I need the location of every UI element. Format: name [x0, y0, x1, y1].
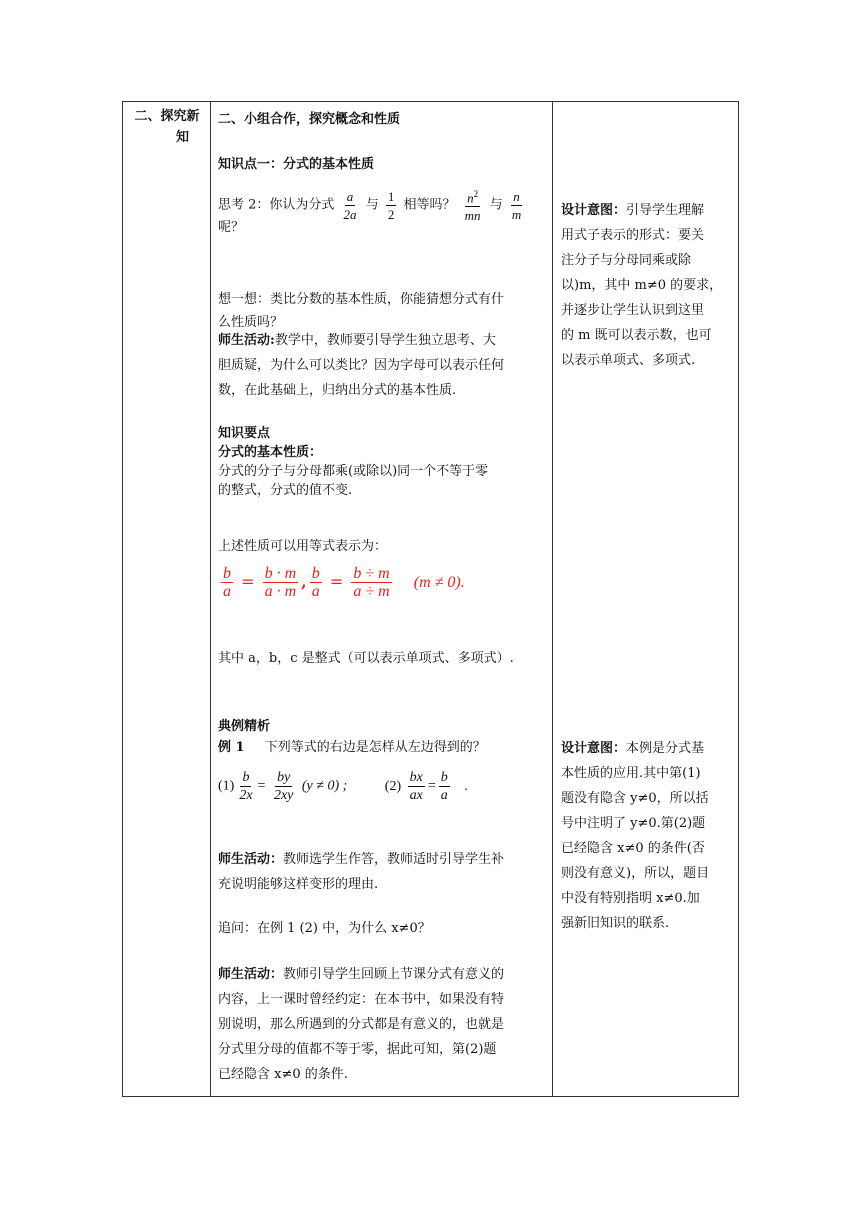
- design-intent-1: 设计意图：引导学生理解 用式子表示的形式：要关 注分子与分母同乘或除 以)m，其中 m≠0 的要求， 并逐步让学生认识到这里 的 m 既可以表示数，也可 以表示单项式、多项式.: [561, 203, 723, 368]
- follow-up-question: 追问：在例 1 (2) 中，为什么 x≠0？: [218, 921, 431, 936]
- fraction: $\frac{bx}{ax}$: [409, 770, 423, 803]
- example-1: 例 1 下列等式的右边是怎样从左边得到的？: [218, 740, 486, 755]
- guess-paragraph: 想一想：类比分数的基本性质，你能猜想分式有什 么性质吗？: [218, 292, 505, 330]
- activity-paragraph-1: 师生活动:教学中，教师要引导学生独立思考、大 胆质疑，为什么可以类比？因为字母可以表示任何 数，在此基础上，归纳出分式的基本性质.: [218, 333, 505, 398]
- design-intent-2: 设计意图：本例是分式基 本性质的应用.其中第(1) 题没有隐含 y≠0，所以括 号中注明了 y≠0.第(2)题 已经隐含 x≠0 的条件(否 则没有意义)，所以，题目 中没有特别指明 x≠0.加 强新旧知识的联系.: [561, 741, 710, 931]
- section-label: 二、探究新 知: [134, 109, 200, 145]
- fraction: $\frac{1}{2}$: [387, 188, 395, 222]
- fraction: $\frac{a}{2a}$: [343, 188, 357, 222]
- think-question: 思考 2：你认为分式 $\frac{a}{2a}$ 与 $\frac{1}{2}$ 相等吗？ $\frac{n^2}{mn}$ 与 $\frac{n}{m}$ 呢？: [218, 186, 548, 238]
- fraction: $\frac{by}{2xy}$: [273, 770, 294, 803]
- fraction: $\frac{b \cdot m}{a \cdot m}$: [264, 565, 297, 600]
- knowledge-points: 知识要点 分式的基本性质： 分式的分子与分母都乘(或除以)同一个不等于零 的整式，分式的值不变.: [218, 426, 489, 498]
- examples-title: 典例精析: [218, 719, 271, 734]
- fraction: $\frac{n^2}{mn}$: [463, 186, 483, 224]
- activity-paragraph-3: 师生活动：教师引导学生回顾上节课分式有意义的 内容，上一课时曾经约定：在本书中，如果没有特 别说明，那么所遇到的分式都是有意义的，也就是 分式里分母的值都不等于零，据此可知，第(2)题 已经隐含 x≠0 的条件.: [218, 967, 505, 1082]
- lesson-table: [122, 101, 739, 1097]
- where-note: 其中 a，b，c 是整式（可以表示单项式、多项式）.: [218, 651, 514, 666]
- property-formula: $\frac{b}{a}$ = $\frac{b \cdot m}{a \cdot m}$ , $\frac{b}{a}$ = $\frac{b \div m}{a \div m}$ (m ≠ 0).: [223, 565, 465, 600]
- example-1-equations: (1) $\frac{b}{2x}$ = $\frac{by}{2xy}$ (y ≠ 0) ; (2) $\frac{bx}{ax}$ = $\frac{b}{a}$ .: [218, 770, 468, 803]
- fraction: $\frac{b}{2x}$: [239, 770, 253, 803]
- equation-intro: 上述性质可以用等式表示为：: [218, 539, 388, 554]
- knowledge-point-title: 知识点一：分式的基本性质: [218, 157, 375, 172]
- fraction: $\frac{b}{a}$: [223, 565, 231, 600]
- column-divider: [210, 102, 211, 1096]
- fraction: $\frac{n}{m}$: [511, 188, 522, 222]
- fraction: $\frac{b}{a}$: [311, 565, 320, 600]
- section-heading: 二、小组合作，探究概念和性质: [218, 112, 401, 127]
- fraction: $\frac{b \div m}{a \div m}$: [353, 565, 390, 600]
- fraction: $\frac{b}{a}$: [440, 770, 448, 803]
- activity-paragraph-2: 师生活动：教师选学生作答，教师适时引导学生补 充说明能够这样变形的理由.: [218, 852, 505, 892]
- column-divider: [552, 102, 553, 1096]
